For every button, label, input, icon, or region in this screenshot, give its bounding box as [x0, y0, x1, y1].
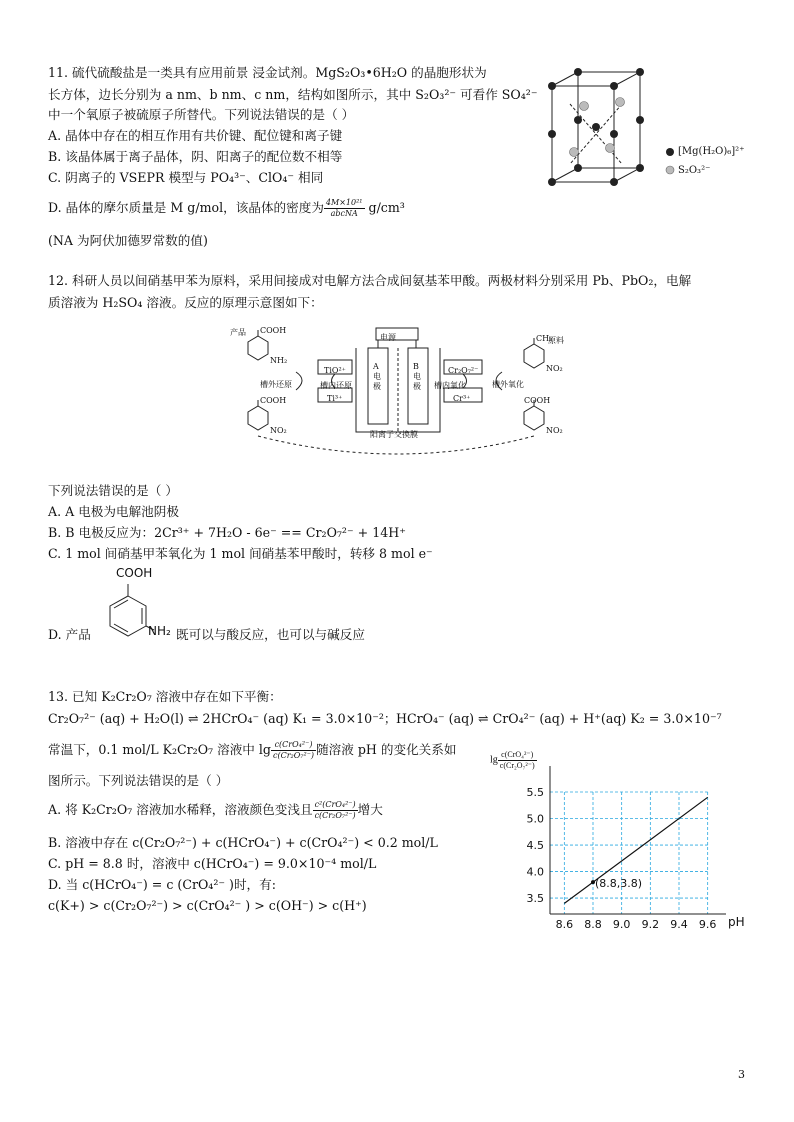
product-nh2: NH₂ — [270, 356, 288, 365]
q11-line2: 长方体，边长分别为 a nm、b nm、c nm，结构如图所示，其中 S₂O₃²⁻ 可看作 SO₄²⁻ — [48, 87, 538, 102]
power-label: 电源 — [380, 333, 396, 342]
electrolysis-diagram — [228, 322, 568, 470]
mid-no2-left: NO₂ — [270, 426, 287, 435]
legend-mg-complex: [Mg(H₂O)₆]²⁺ — [678, 146, 745, 157]
q13-line1: 13. 已知 K₂Cr₂O₇ 溶液中存在如下平衡： — [48, 689, 282, 704]
q11-option-a: A. 晶体中存在的相互作用有共价键、配位键和离子键 — [48, 128, 343, 143]
q11-note: (NA 为阿伏加德罗常数的值) — [48, 233, 208, 248]
q13-eq1: Cr₂O₇²⁻ (aq) + H₂O(l) ⇌ 2HCrO₄⁻ (aq) K₁ = 3.0×10⁻²； — [48, 711, 397, 726]
q13-line4: 图所示。下列说法错误的是（ ） — [48, 773, 229, 788]
membrane-label: 阳离子交换膜 — [370, 430, 418, 439]
inner-reduction: 槽内还原 — [320, 381, 352, 390]
q12-option-d-suffix: 既可以与酸反应，也可以与碱反应 — [176, 627, 365, 642]
ti3-ion: Ti³⁺ — [327, 394, 343, 403]
struct-cooh: COOH — [116, 566, 153, 580]
chart-plot — [488, 748, 748, 933]
density-fraction: $\frac{\text{4M×10²¹}}{\text{abcNA}}$ — [325, 198, 363, 218]
q13-option-b: B. 溶液中存在 c(Cr₂O₇²⁻) + c(HCrO₄⁻) + c(CrO₄²⁻) < 0.2 mol/L — [48, 835, 438, 850]
chart-ylabel: lg $\frac{\text{c(CrO₄²⁻)}}{\text{c(Cr₂O₇²⁻)}}$ — [490, 750, 535, 770]
q12-stem: 下列说法错误的是（ ） — [48, 483, 178, 498]
q13-option-a-fraction: $\frac{\text{c²(CrO₄²⁻)}}{\text{c(Cr₂O₇²⁻)}}$ — [314, 800, 356, 820]
legend-thiosulfate: S₂O₃²⁻ — [678, 165, 711, 176]
cr2o7-ion: Cr₂O₇²⁻ — [448, 366, 479, 375]
x-tick-label: 9.2 — [641, 918, 660, 931]
electrode-b: B电极 — [413, 362, 421, 391]
y-tick-label: 5.5 — [526, 786, 544, 799]
cr3-ion: Cr³⁺ — [453, 394, 471, 403]
q11-option-c: C. 阴离子的 VSEPR 模型与 PO₄³⁻、ClO₄⁻ 相同 — [48, 170, 324, 185]
ph-chart — [488, 748, 748, 933]
electrode-a: A电极 — [373, 362, 381, 391]
x-tick-label: 8.6 — [555, 918, 574, 931]
q12-option-a: A. A 电极为电解池阴极 — [48, 504, 179, 519]
mid-cooh-right: COOH — [524, 396, 551, 405]
product-cooh: COOH — [260, 326, 287, 335]
q13-option-c: C. pH = 8.8 时，溶液中 c(HCrO₄⁻) = 9.0×10⁻⁴ mol/L — [48, 856, 377, 871]
annotation-label: (8.8,3.8) — [595, 877, 643, 891]
product-label: 产品 — [230, 328, 246, 337]
q11-option-d: D. 晶体的摩尔质量是 M g/mol，该晶体的密度为 $\frac{\text{4M×10²¹}}{\text{abcNA}}$ g/cm³ — [48, 198, 405, 218]
q12-option-d-prefix: D. 产品 — [48, 627, 91, 642]
q12-line1: 12. 科研人员以间硝基甲苯为原料，采用间接成对电解方法合成间氨基苯甲酸。两极材料分别采用 Pb、PbO₂，电解 — [48, 273, 692, 288]
outer-oxidation: 槽外氧化 — [492, 380, 524, 389]
q12-option-c: C. 1 mol 间硝基甲苯氧化为 1 mol 间硝基苯甲酸时，转移 8 mol e⁻ — [48, 546, 433, 561]
crystal-legend-markers — [664, 146, 676, 176]
x-tick-label: 9.6 — [698, 918, 717, 931]
page-number: 3 — [738, 1068, 745, 1081]
q11-line3: 中一个氧原子被硫原子所替代。下列说法错误的是（ ） — [48, 107, 355, 122]
x-tick-label: 9.4 — [670, 918, 688, 931]
q13-option-d-inequality: c(K+) > c(Cr₂O₇²⁻) > c(CrO₄²⁻ ) > c(OH⁻) > c(H⁺) — [48, 898, 367, 913]
raw-ch3: CH₃ — [536, 334, 553, 343]
struct-nh2: NH₂ — [148, 624, 171, 638]
outer-reduction: 槽外还原 — [260, 380, 292, 389]
x-tick-label: 9.0 — [612, 918, 631, 931]
x-tick-label: 8.8 — [584, 918, 602, 931]
tio-ion: TiO²⁺ — [324, 366, 346, 375]
raw-label: 原料 — [548, 336, 564, 345]
crystal-cell-figure — [540, 64, 660, 194]
x-axis-label: pH — [728, 915, 745, 929]
q13-ratio-fraction: $\frac{\text{c(CrO₄²⁻)}}{\text{c(Cr₂O₇²⁻)}}$ — [272, 740, 315, 760]
y-tick-label: 5.0 — [526, 812, 544, 826]
y-tick-label: 4.5 — [526, 839, 544, 853]
mid-no2-right: NO₂ — [546, 426, 563, 435]
y-tick-label: 4.0 — [526, 865, 544, 879]
raw-no2: NO₂ — [546, 364, 563, 373]
q12-option-b: B. B 电极反应为：2Cr³⁺ + 7H₂O - 6e⁻ == Cr₂O₇²⁻ + 14H⁺ — [48, 525, 406, 540]
q13-option-d: D. 当 c(HCrO₄⁻) = c (CrO₄²⁻ )时，有: — [48, 877, 276, 892]
inner-oxidation: 槽内氧化 — [434, 381, 466, 390]
q11-line1: 11. 硫代硫酸盐是一类具有应用前景 浸金试剂。MgS₂O₃•6H₂O 的晶胞形状为 — [48, 65, 487, 80]
mid-cooh-left: COOH — [260, 396, 287, 405]
q13-option-a: A. 将 K₂Cr₂O₇ 溶液加水稀释，溶液颜色变浅且 $\frac{\text{c²(CrO₄²⁻)}}{\text{c(Cr₂O₇²⁻)}}$ 增大 — [48, 800, 383, 820]
y-tick-label: 3.5 — [526, 892, 544, 906]
q13-eq2: HCrO₄⁻ (aq) ⇌ CrO₄²⁻ (aq) + H⁺(aq) K₂ = 3.0×10⁻⁷ — [396, 711, 722, 726]
q12-line2: 质溶液为 H₂SO₄ 溶液。反应的原理示意图如下： — [48, 295, 323, 310]
q11-option-b: B. 该晶体属于离子晶体，阴、阳离子的配位数不相等 — [48, 149, 343, 164]
q13-line3: 常温下，0.1 mol/L K₂Cr₂O₇ 溶液中 lg $\frac{\text{c(CrO₄²⁻)}}{\text{c(Cr₂O₇²⁻)}}$ 随溶液 pH 的变化关系如 — [48, 740, 457, 760]
